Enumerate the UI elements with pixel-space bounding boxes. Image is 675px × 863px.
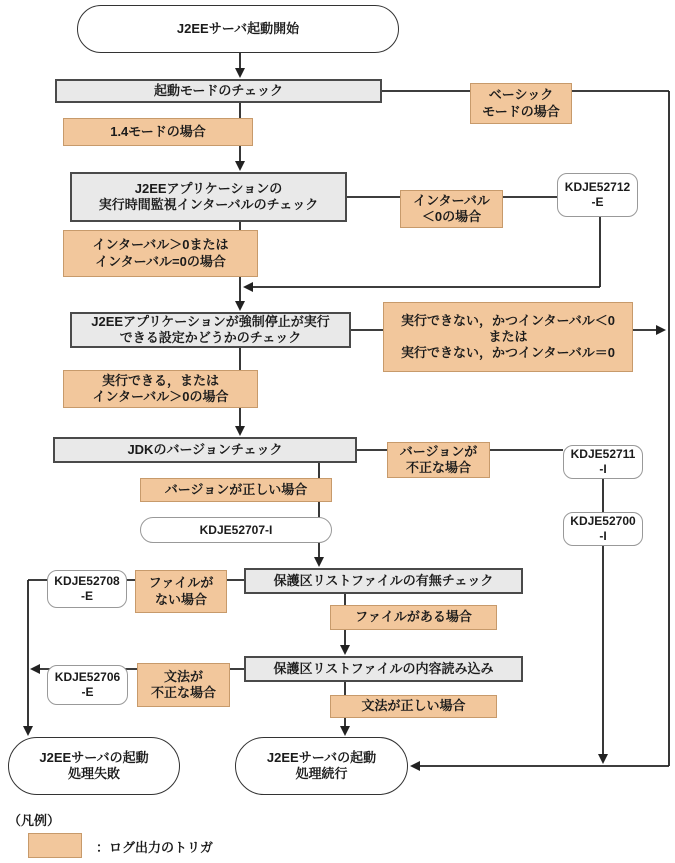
trigger-syntax-bad <box>137 663 230 707</box>
trigger-cannot-exec-line1: 実行できない，かつインターバル＜0 <box>400 312 616 328</box>
process-read-list <box>244 656 523 682</box>
terminal-start-label: J2EEサーバ起動開始 <box>176 20 300 36</box>
message-kdje52700-line1: KDJE52700 <box>570 514 636 528</box>
trigger-can-exec-line2: インターバル＞0の場合 <box>92 389 229 404</box>
terminal-fail-line1: J2EEサーバの起動 <box>39 749 149 765</box>
trigger-mode-14 <box>63 118 253 146</box>
trigger-version-bad-line2: 不正な場合 <box>405 460 471 475</box>
message-kdje52707-label: KDJE52707-I <box>199 522 273 537</box>
process-read-list-label: 保護区リストファイルの内容読み込み <box>273 660 494 676</box>
terminal-fail-line2: 処理失敗 <box>67 766 120 781</box>
trigger-cannot-exec-line3: 実行できない，かつインターバル＝0 <box>400 345 616 361</box>
trigger-syntax-ok-label: 文法が正しい場合 <box>361 698 466 714</box>
trigger-version-ok-label: バージョンが正しい場合 <box>164 481 308 497</box>
legend-title: （凡例） <box>8 813 61 828</box>
trigger-file-missing-line2: ない場合 <box>154 591 207 607</box>
trigger-file-missing <box>135 570 227 613</box>
trigger-cannot-exec-line2: または <box>488 328 528 344</box>
process-check-interval <box>70 172 347 222</box>
trigger-syntax-ok <box>330 695 497 718</box>
process-check-jdk <box>53 437 357 463</box>
message-kdje52708-line2: -E <box>81 589 93 603</box>
message-kdje52706-line1: KDJE52706 <box>54 670 121 684</box>
trigger-interval-lt0-line2: ＜0の場合 <box>421 209 482 224</box>
trigger-version-bad <box>387 442 490 478</box>
terminal-continue-line2: 処理続行 <box>295 766 348 781</box>
message-kdje52700-line2: -I <box>599 529 607 543</box>
trigger-version-ok <box>140 478 332 502</box>
process-check-list-exists <box>244 568 523 594</box>
trigger-syntax-bad-line1: 文法が <box>163 668 203 684</box>
process-check-interval-line2: 実行時間監視インターバルのチェック <box>98 197 319 212</box>
trigger-interval-ge0-line1: インターバル＞0または <box>92 237 229 253</box>
terminal-fail <box>8 737 180 795</box>
trigger-file-exists <box>330 605 497 630</box>
message-kdje52706-e <box>47 665 128 705</box>
terminal-continue-line1: J2EEサーバの起動 <box>266 749 377 765</box>
message-kdje52712-line1: KDJE52712 <box>564 180 631 194</box>
message-kdje52706-line2: -E <box>81 685 94 699</box>
trigger-file-missing-line1: ファイルが <box>148 575 214 591</box>
trigger-interval-lt0-line1: インターバル <box>413 192 490 208</box>
trigger-can-exec <box>63 370 258 408</box>
process-check-interval-line1: J2EEアプリケーションの <box>134 180 283 196</box>
process-check-force-stop-line1: J2EEアプリケーションが強制停止が実行 <box>91 313 330 329</box>
process-check-list-exists-label: 保護区リストファイルの有無チェック <box>273 572 494 588</box>
message-kdje52711-line1: KDJE52711 <box>570 447 636 461</box>
message-kdje52711-line2: -I <box>599 462 607 476</box>
trigger-basic-mode-line2: モードの場合 <box>482 103 560 119</box>
legend-trigger-swatch <box>28 833 82 858</box>
message-kdje52712-line2: -E <box>591 195 604 209</box>
trigger-can-exec-line1: 実行できる，または <box>101 372 219 388</box>
message-kdje52700-i <box>563 512 643 546</box>
message-kdje52712-e <box>557 173 638 217</box>
process-check-mode-label: 起動モードのチェック <box>153 82 284 98</box>
trigger-file-exists-label: ファイルがある場合 <box>355 609 472 625</box>
message-kdje52708-line1: KDJE52708 <box>54 574 120 588</box>
trigger-cannot-exec <box>383 302 633 372</box>
trigger-mode-14-label: 1.4モードの場合 <box>110 123 206 139</box>
trigger-interval-ge0 <box>63 230 258 277</box>
terminal-continue <box>235 737 408 795</box>
process-check-force-stop-line2: できる設定かどうかのチェック <box>119 330 302 345</box>
legend-trigger-label: ：ログ出力のトリガ <box>96 840 213 855</box>
trigger-basic-mode-line1: ベーシック <box>488 87 554 103</box>
process-check-mode <box>55 79 382 103</box>
trigger-syntax-bad-line2: 不正な場合 <box>150 685 216 700</box>
trigger-version-bad-line1: バージョンが <box>399 443 478 459</box>
process-check-force-stop <box>70 312 351 348</box>
message-kdje52708-e <box>47 570 127 608</box>
process-check-jdk-label: JDKのバージョンチェック <box>127 441 283 457</box>
trigger-basic-mode <box>470 83 572 124</box>
trigger-interval-lt0 <box>400 190 503 228</box>
message-kdje52711-i <box>563 445 643 479</box>
message-kdje52707-i <box>140 517 332 543</box>
trigger-interval-ge0-line2: インターバル=0の場合 <box>95 253 226 269</box>
terminal-start <box>77 5 399 53</box>
